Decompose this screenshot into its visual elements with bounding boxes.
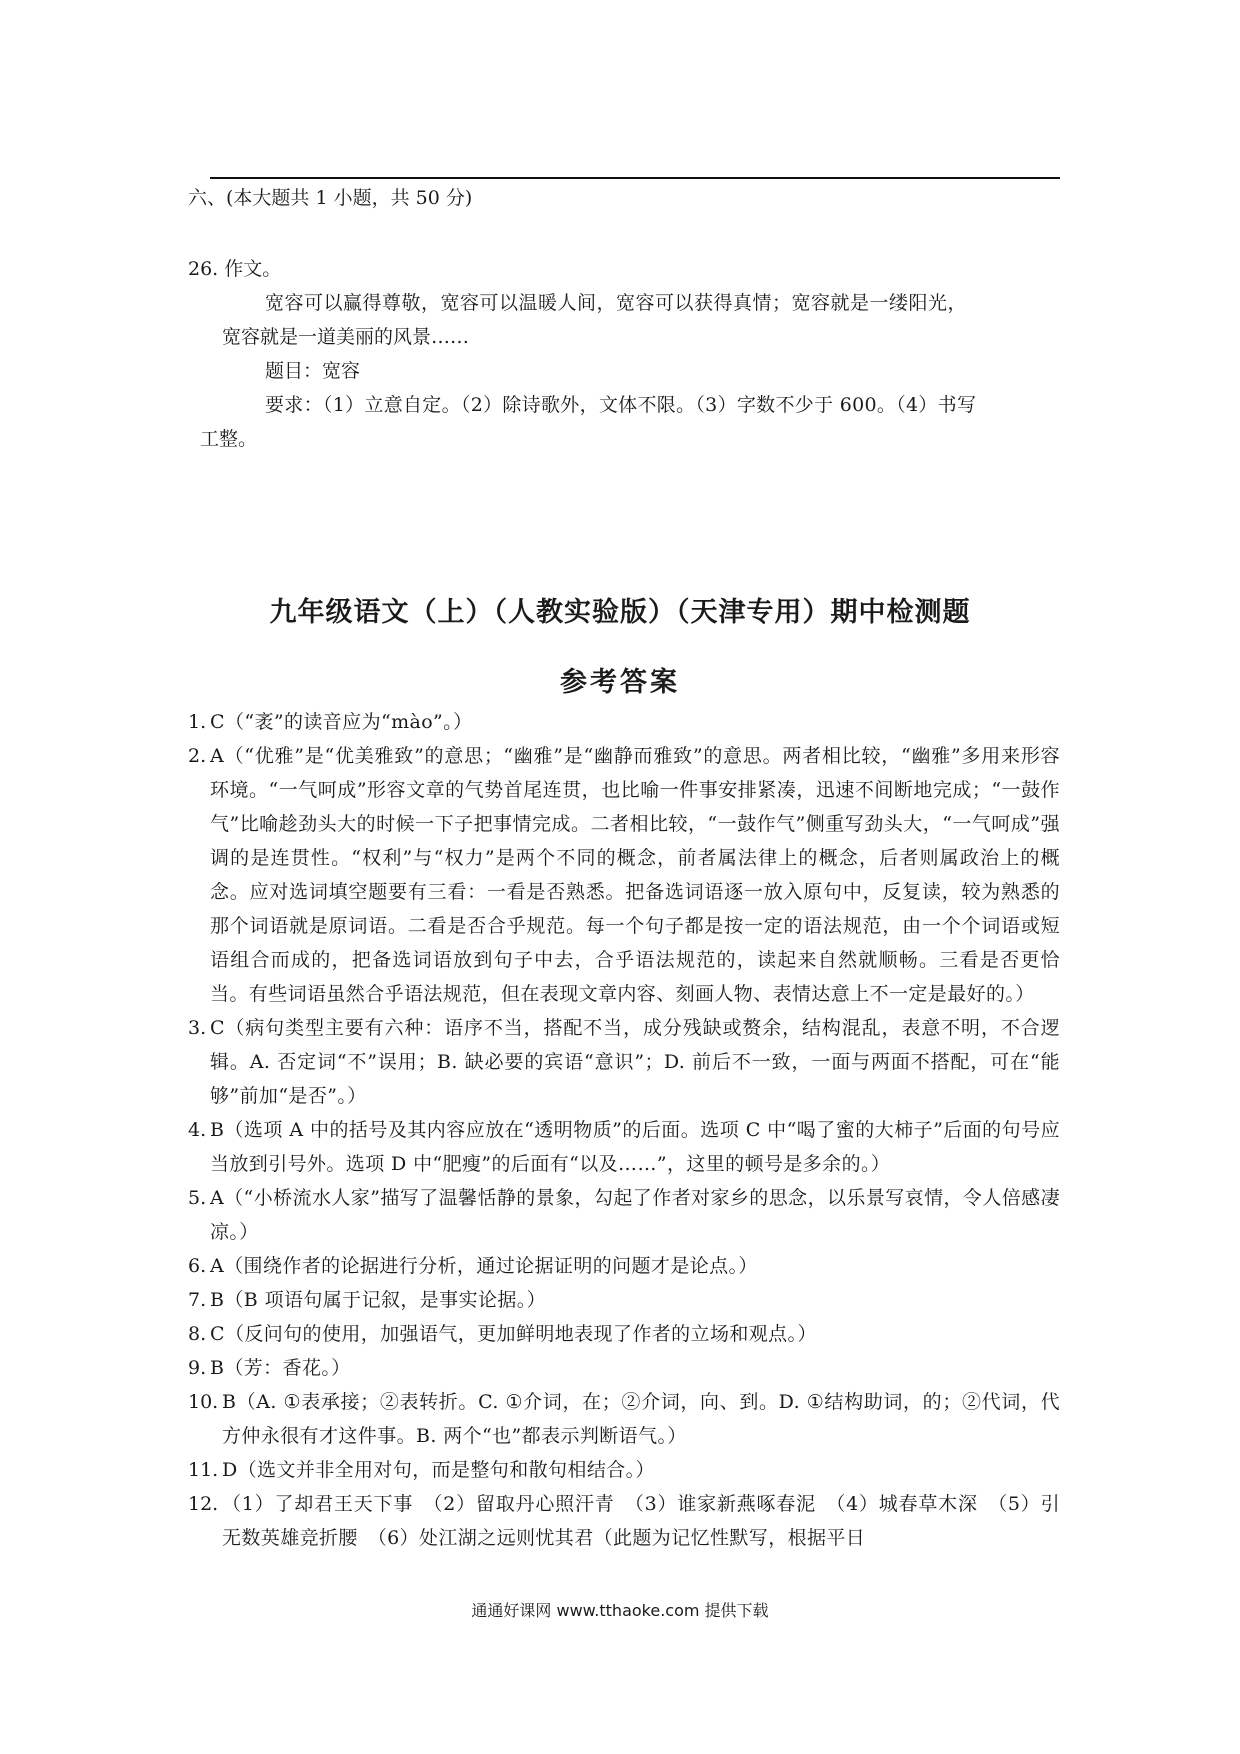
answer-item-7 (188, 1283, 1060, 1317)
answer-number: 12. (188, 1493, 219, 1515)
essay-topic: 题目：宽容 (265, 360, 361, 382)
answer-item-1 (188, 705, 1060, 739)
answer-number: 4. (188, 1119, 207, 1141)
answer-key-subtitle: 参考答案 (560, 667, 680, 698)
answer-number: 1. (188, 711, 207, 733)
answer-item-10 (188, 1385, 1060, 1453)
answer-list (188, 705, 1060, 1555)
answer-number: 8. (188, 1323, 207, 1345)
essay-requirements-line-2: 工整。 (200, 428, 258, 450)
answer-item-4 (188, 1113, 1060, 1181)
answer-item-3 (188, 1011, 1060, 1113)
answer-key-title: 九年级语文（上）（人教实验版）（天津专用）期中检测题 (269, 597, 971, 628)
question-26-label: 26. 作文。 (188, 258, 282, 280)
answer-number: 9. (188, 1357, 207, 1379)
answer-number: 10. (188, 1391, 219, 1413)
page-footer: 通通好课网 www.tthaoke.com 提供下载 (471, 1601, 769, 1620)
answer-item-2 (188, 739, 1060, 1011)
answer-text: C（病句类型主要有六种：语序不当，搭配不当，成分残缺或赘余，结构混乱，表意不明，不合逻辑。A. 否定词“不”误用；B. 缺必要的宾语“意识”；D. 前后不一致，一面与两面不搭配，可在“能够”前加“是否”。） (210, 1017, 1060, 1107)
answer-item-11 (188, 1453, 1060, 1487)
answer-number: 2. (188, 745, 207, 767)
answer-item-6 (188, 1249, 1060, 1283)
answer-text: B（B 项语句属于记叙，是事实论据。） (210, 1289, 547, 1311)
essay-prompt-line-1: 宽容可以赢得尊敬，宽容可以温暖人间，宽容可以获得真情；宽容就是一缕阳光， (265, 292, 968, 314)
answer-item-5 (188, 1181, 1060, 1249)
section-six-heading: 六、(本大题共 1 小题，共 50 分) (188, 187, 473, 209)
answer-text: A（围绕作者的论据进行分析，通过论据证明的问题才是论点。） (210, 1255, 758, 1277)
answer-text: B（选项 A 中的括号及其内容应放在“透明物质”的后面。选项 C 中“喝了蜜的大柿子”后面的句号应当放到引号外。选项 D 中“肥瘦”的后面有“以及……”，这里的顿号是多余的。） (210, 1119, 1060, 1175)
answer-text: C（反问句的使用，加强语气，更加鲜明地表现了作者的立场和观点。） (210, 1323, 817, 1345)
answer-item-12 (188, 1487, 1060, 1555)
answer-text: B（芳：香花。） (210, 1357, 351, 1379)
essay-prompt-line-2: 宽容就是一道美丽的风景…… (222, 326, 470, 348)
answer-item-8 (188, 1317, 1060, 1351)
answer-text: C（“袤”的读音应为“mào”。） (210, 711, 473, 733)
answer-number: 5. (188, 1187, 207, 1209)
answer-number: 11. (188, 1459, 219, 1481)
answer-text: （1）了却君王天下事 （2）留取丹心照汗青 （3）谁家新燕啄春泥 （4）城春草木深 （5）引无数英雄竞折腰 （6）处江湖之远则忧其君（此题为记忆性默写，根据平日 (222, 1493, 1060, 1549)
answer-number: 6. (188, 1255, 207, 1277)
answer-text: B（A. ①表承接；②表转折。C. ①介词，在；②介词，向、到。D. ①结构助词，的；②代词，代方仲永很有才这件事。B. 两个“也”都表示判断语气。） (222, 1391, 1060, 1447)
answer-text: A（“优雅”是“优美雅致”的意思；“幽雅”是“幽静而雅致”的意思。两者相比较，“幽雅”多用来形容环境。“一气呵成”形容文章的气势首尾连贯，也比喻一件事安排紧凑，迅速不间断地完成；“一鼓作气”比喻趁劲头大的时候一下子把事情完成。二者相比较，“一鼓作气”侧重写劲头大，“一气呵成”强调的是连贯性。“权利”与“权力”是两个不同的概念，前者属法律上的概念，后者则属政治上的概念。应对选词填空题要有三看：一看是否熟悉。把备选词语逐一放入原句中，反复读，较为熟悉的那个词语就是原词语。二看是否合乎规范。每一个句子都是按一定的语法规范，由一个个词语或短语组合而成的，把备选词语放到句子中去，合乎语法规范的，读起来自然就顺畅。三看是否更恰当。有些词语虽然合乎语法规范，但在表现文章内容、刻画人物、表情达意上不一定是最好的。） (210, 745, 1060, 1005)
answer-text: D（选文并非全用对句，而是整句和散句相结合。） (222, 1459, 655, 1481)
answer-number: 7. (188, 1289, 207, 1311)
answer-number: 3. (188, 1017, 207, 1039)
header-divider (210, 177, 1060, 179)
essay-requirements-line-1: 要求：（1）立意自定。（2）除诗歌外，文体不限。（3）字数不少于 600。（4）书写 (265, 394, 977, 416)
answer-text: A（“小桥流水人家”描写了温馨恬静的景象，勾起了作者对家乡的思念，以乐景写哀情，令人倍感凄凉。） (210, 1187, 1060, 1243)
answer-item-9 (188, 1351, 1060, 1385)
